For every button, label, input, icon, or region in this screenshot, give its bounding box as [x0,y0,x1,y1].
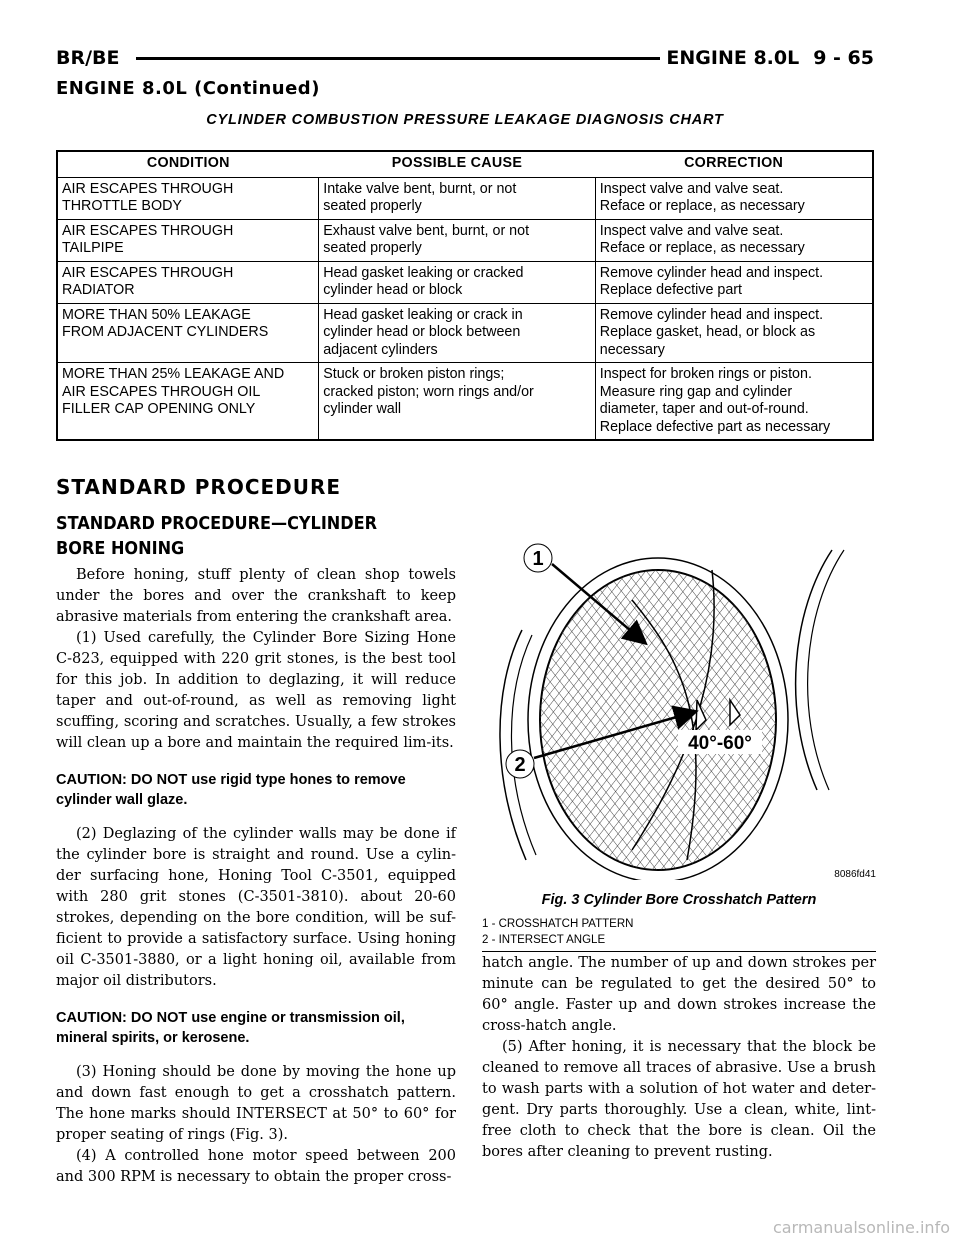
section-continued-title: ENGINE 8.0L (Continued) [56,78,320,99]
cell-line: Head gasket leaking or crack in [323,306,523,323]
table-row [57,363,873,441]
figure-legend [482,916,876,952]
table-header-row [57,151,873,177]
cell-line: THROTTLE BODY [62,198,182,214]
table-row [57,261,873,303]
header-model: BR/BE [56,47,120,69]
condition-cell [57,303,319,363]
cell-line: cylinder wall [323,401,402,417]
cell-line: Intake valve bent, burnt, or not [323,180,517,197]
diagnosis-chart-title: CYLINDER COMBUSTION PRESSURE LEAKAGE DIAGNOSIS CHART [206,112,724,128]
legend-item-crosshatch: 1 - CROSSHATCH PATTERN [482,918,634,930]
column-header-correction: CORRECTION [595,151,873,177]
correction-cell [595,177,873,219]
callout-2: 2 [514,754,526,776]
condition-cell [57,219,319,261]
condition-cell [57,363,319,441]
callout-1: 1 [532,548,544,570]
cell-line: RADIATOR [62,282,135,298]
correction-cell [595,303,873,363]
paragraph-intro: Before honing, stuff plenty of clean shop towels under the bores and over the crankshaft to keep abrasive materials from entering the crankshaft area. [56,567,456,625]
cell-line: Replace defective part [599,282,743,298]
cell-line: MORE THAN 50% LEAKAGE [62,306,251,323]
cell-line: Inspect valve and valve seat. [599,222,784,239]
cell-line: Measure ring gap and cylinder [599,383,793,400]
cell-line: FROM ADJACENT CYLINDERS [62,324,269,340]
correction-cell [595,261,873,303]
correction-cell [595,363,873,441]
page-number: 9 - 65 [813,47,874,69]
paragraph-step-1: (1) Used carefully, the Cylinder Bore Sizing Hone C-823, equipped with 220 grit stones, is the best tool for this job. In addition to deglazing, it will reduce taper and out-of-round, as well as removing light scuffing, scoring and scratches. Usually, a few strokes will clean up a bore and maintain the required lim-its. [56,630,456,751]
cell-line: adjacent cylinders [323,341,438,358]
cell-line: TAILPIPE [62,240,124,256]
correction-cell [595,219,873,261]
angle-label: 40°-60° [688,733,752,754]
cell-line: FILLER CAP OPENING ONLY [62,401,256,417]
paragraph-step-4-end: hatch angle. The number of up and down strokes per minute can be regulated to get the desired 50° to 60° angle. Faster up and down strokes increase the cross-hatch angle. [482,955,876,1034]
cell-line: Replace gasket, head, or block as [599,324,816,340]
column-header-cause: POSSIBLE CAUSE [319,151,596,177]
cell-line: Reface or replace, as necessary [599,198,805,214]
table-row [57,303,873,363]
condition-cell [57,177,319,219]
cell-line: AIR ESCAPES THROUGH [62,264,234,281]
cell-line: necessary [599,341,665,358]
cause-cell [319,303,596,363]
caution-note: CAUTION: DO NOT use engine or transmission oil, mineral spirits, or kerosene. [56,1010,405,1046]
paragraph-step-3: (3) Honing should be done by moving the hone up and down fast enough to get a crosshatch pattern. The hone marks should INTERSECT at 50° to 60° for proper seating of rings (Fig. 3). [56,1064,456,1143]
diagnosis-table [56,150,874,441]
page-header [56,47,874,77]
cell-line: AIR ESCAPES THROUGH [62,180,234,197]
cause-cell [319,177,596,219]
cell-line: seated properly [323,240,422,256]
column-header-condition: CONDITION [57,151,319,177]
cell-line: Remove cylinder head and inspect. [599,264,824,281]
cylinder-bore-illustration [482,530,876,880]
cell-line: Reface or replace, as necessary [599,240,805,256]
cell-line: AIR ESCAPES THROUGH OIL [62,383,261,400]
legend-item-intersect: 2 - INTERSECT ANGLE [482,934,606,946]
caution-note: CAUTION: DO NOT use rigid type hones to remove cylinder wall glaze. [56,772,406,808]
cell-line: Replace defective part as necessary [599,418,831,435]
right-column-text [482,953,876,1163]
left-column-text [56,565,456,1188]
condition-cell [57,261,319,303]
paragraph-step-2: (2) Deglazing of the cylinder walls may be done if the cylinder bore is straight and round. Use a cylin-der surfacing hone, Honing Tool C-3501, equipped with 280 grit stones (C-3501-3810). about 20-60 strokes, depending on the bore condition, will be suf-ficient to provide a satisfactory surface. Using honing oil C-3501-3880, or a light honing oil, available from major oil distributors. [56,826,456,989]
cause-cell [319,219,596,261]
cause-cell [319,363,596,441]
figure-id: 8086fd41 [834,869,876,880]
cause-cell [319,261,596,303]
subsection-title: STANDARD PROCEDURE—CYLINDER BORE HONING [56,514,378,559]
cell-line: cracked piston; worn rings and/or [323,383,534,400]
crosshatch-figure [482,530,876,880]
paragraph-step-5: (5) After honing, it is necessary that the block be cleaned to remove all traces of abrasive. Use a brush to wash parts with a solution of hot water and deter-gent. Dry parts thoroughly. Use a clean, white, lint-free cloth to check that the bore is clean. Oil the bores after cleaning to prevent rusting. [482,1039,876,1160]
header-section: ENGINE 8.0L [666,47,800,69]
watermark: carmanualsonline.info [772,1218,950,1237]
paragraph-step-4-start: (4) A controlled hone motor speed between 200 and 300 RPM is necessary to obtain the proper cross- [56,1148,456,1185]
cell-line: Exhaust valve bent, burnt, or not [323,222,530,239]
cell-line: Inspect valve and valve seat. [599,180,784,197]
cell-line: MORE THAN 25% LEAKAGE AND [62,366,285,382]
cell-line: Stuck or broken piston rings; [323,366,505,382]
cell-line: Head gasket leaking or cracked [323,264,524,281]
header-rule [136,57,660,60]
cell-line: cylinder head or block [323,282,463,298]
cell-line: diameter, taper and out-of-round. [599,401,809,417]
cell-line: AIR ESCAPES THROUGH [62,222,234,239]
figure-caption: Fig. 3 Cylinder Bore Crosshatch Pattern [541,892,817,908]
cell-line: Remove cylinder head and inspect. [599,306,824,323]
cell-line: Inspect for broken rings or piston. [599,366,812,382]
section-title: STANDARD PROCEDURE [56,475,342,499]
cell-line: cylinder head or block between [323,324,521,340]
cell-line: seated properly [323,198,422,214]
table-row [57,177,873,219]
table-row [57,219,873,261]
header-right [666,47,874,69]
